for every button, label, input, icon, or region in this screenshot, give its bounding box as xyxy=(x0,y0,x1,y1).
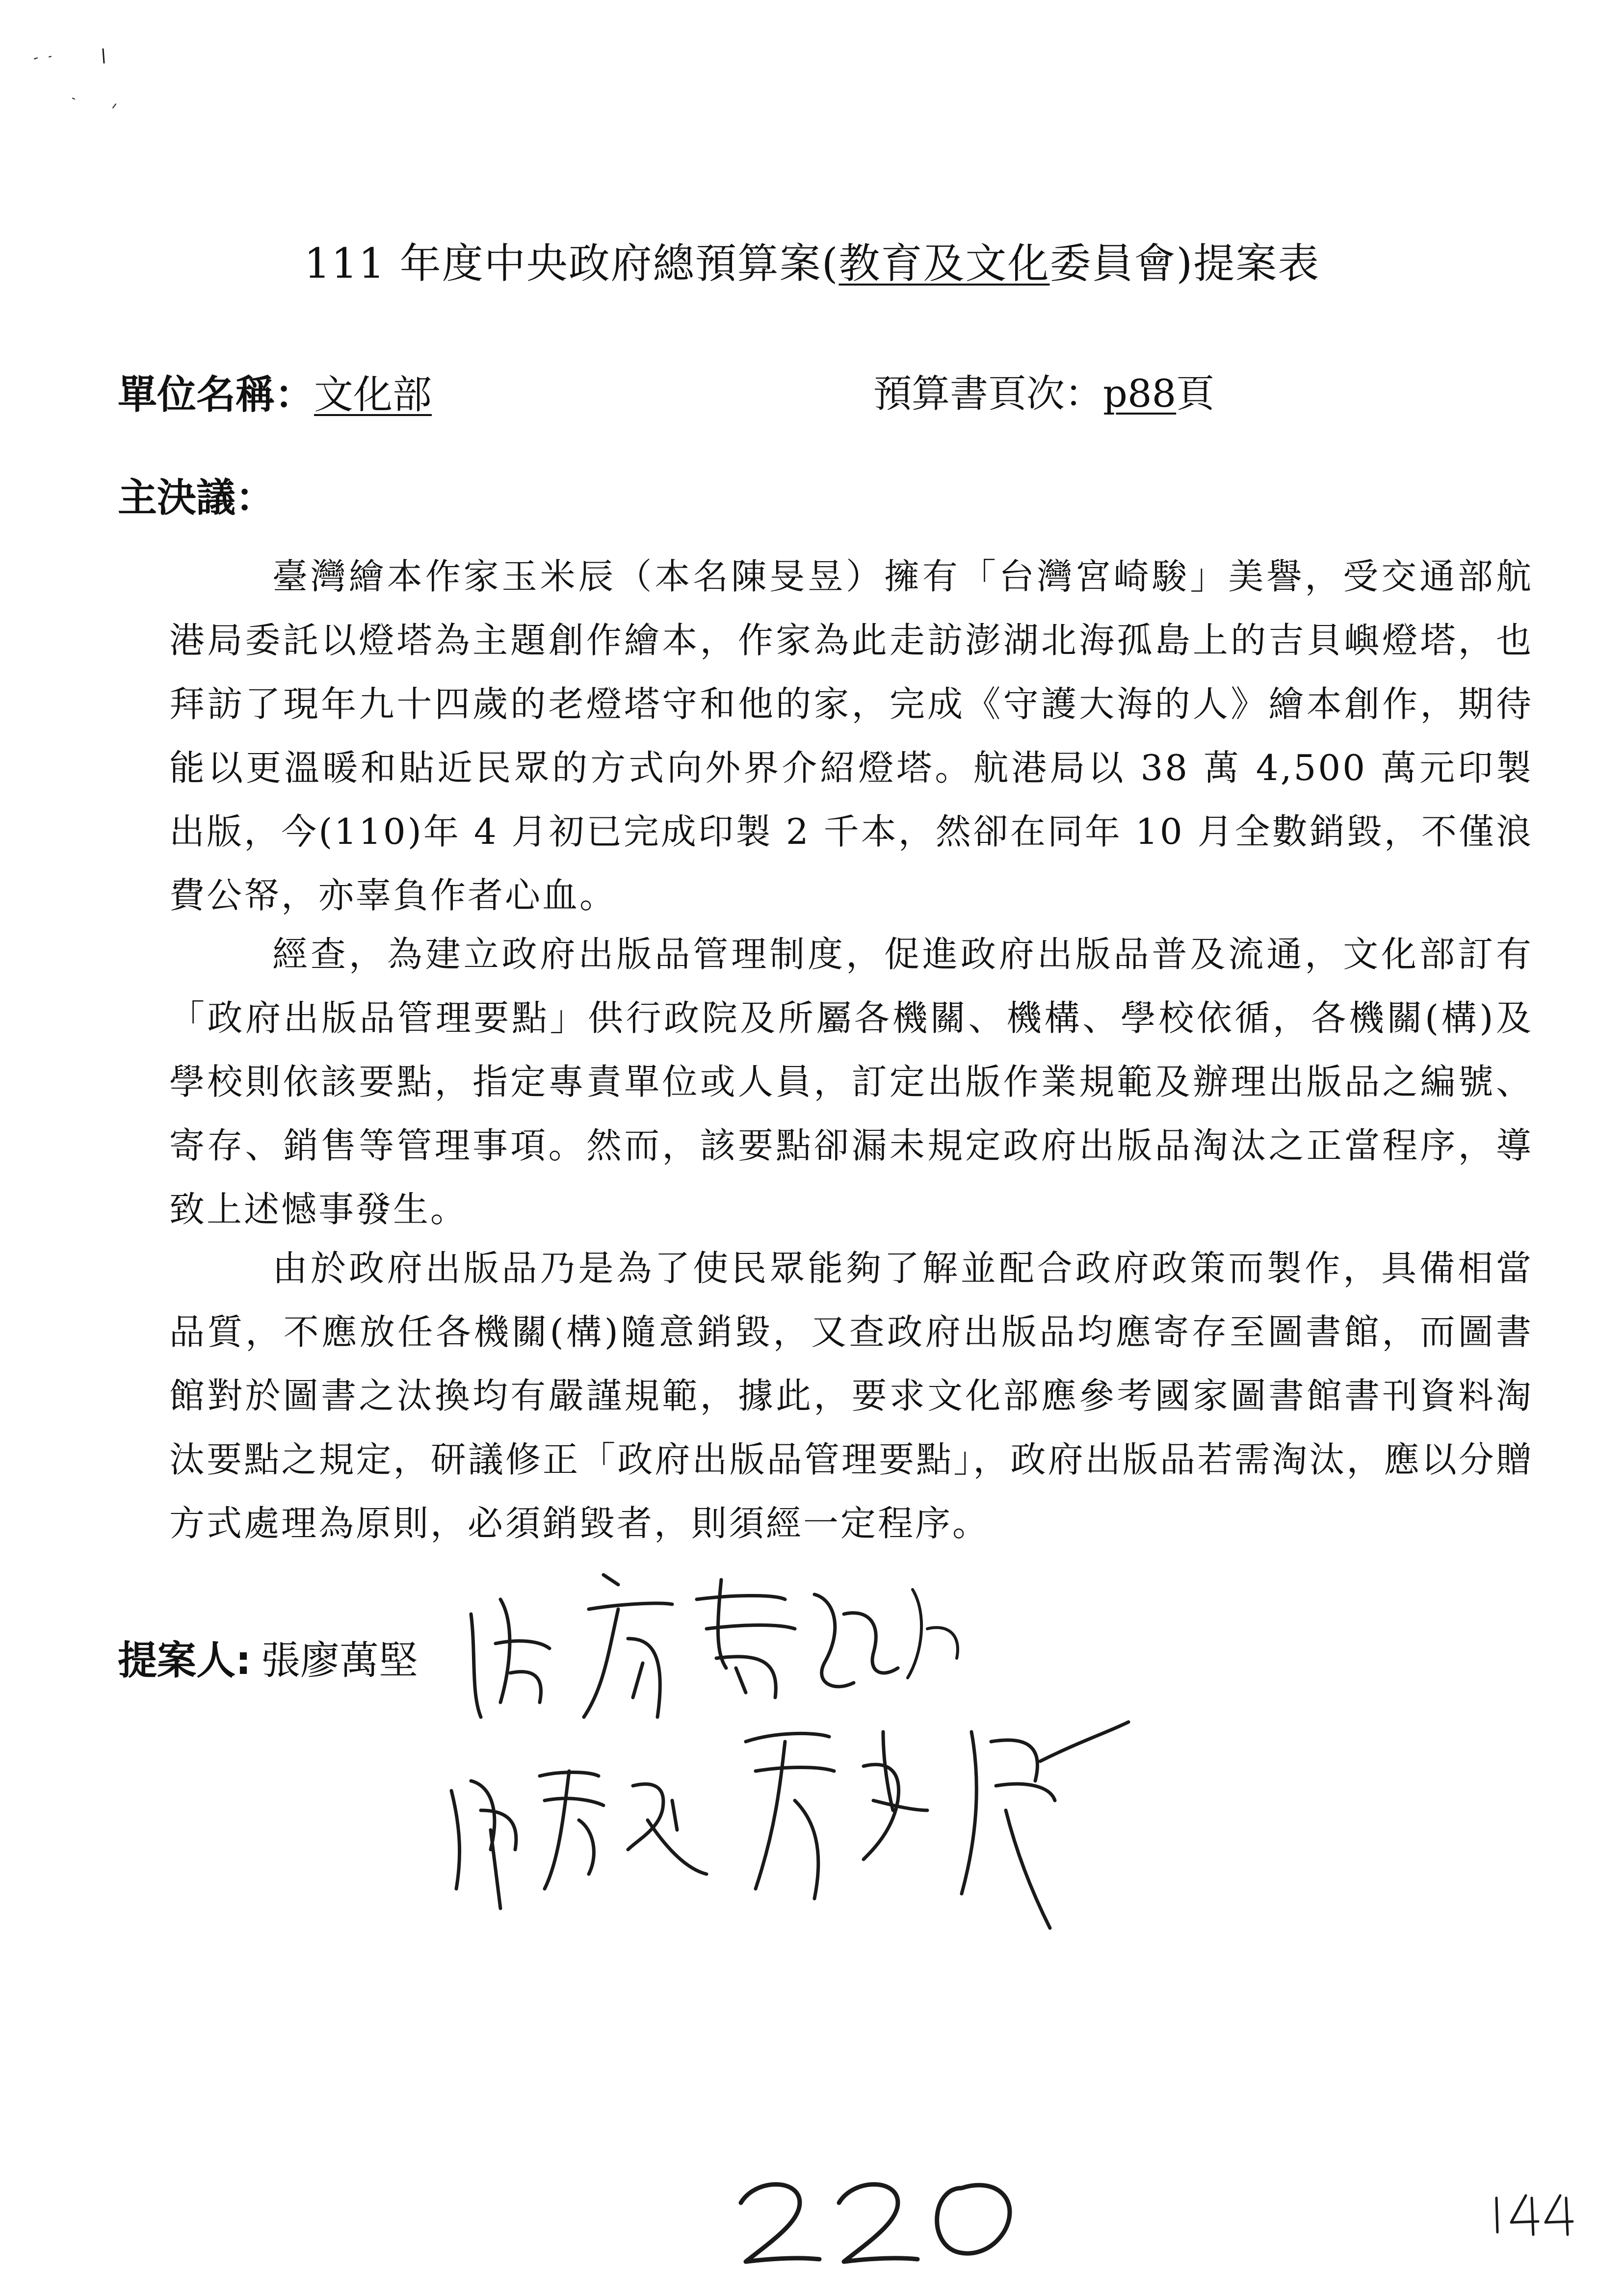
proposer-field xyxy=(118,1629,418,1685)
scan-speck-marks xyxy=(29,39,137,128)
document-title xyxy=(0,231,1624,290)
budget-page-value: p88 xyxy=(1103,372,1177,416)
proposer-label: 提案人: xyxy=(118,1638,251,1683)
resolution-paragraph-2: 經查，為建立政府出版品管理制度，促進政府出版品普及流通，文化部訂有「政府出版品管理要點」供行政院及所屬各機關、機構、學校依循，各機關(構)及學校則依該要點，指定專責單位或人員，訂定出版作業規範及辦理出版品之編號、寄存、銷售等管理事項。然而，該要點卻漏未規定政府出版品淘汰之正當程序，導致上述憾事發生。 xyxy=(169,934,1533,1230)
resolution-paragraph-1: 臺灣繪本作家玉米辰（本名陳旻昱）擁有「台灣宮崎駿」美譽，受交通部航港局委託以燈塔為主題創作繪本，作家為此走訪澎湖北海孤島上的吉貝嶼燈塔，也拜訪了現年九十四歲的老燈塔守和他的家，完成《守護大海的人》繪本創作，期待能以更溫暖和貼近民眾的方式向外界介紹燈塔。航港局以 38 萬 4,500 萬元印製出版，今(110)年 4 月初已完成印製 2 千本，然卻在同年 10 月全數銷毀，不僅浪費公帑，亦辜負作者心血。 xyxy=(169,556,1533,916)
margin-page-number xyxy=(1487,2183,1585,2242)
budget-page-unit: 頁 xyxy=(1176,372,1215,416)
title-committee-underlined: 教育及文化 xyxy=(838,239,1050,287)
unit-name-label: 單位名稱： xyxy=(118,372,314,417)
handwritten-page-stamp xyxy=(726,2168,1030,2276)
title-suffix: )提案表 xyxy=(1176,239,1320,287)
handwritten-signatures xyxy=(442,1555,1227,1957)
unit-name-field xyxy=(118,363,432,419)
resolution-paragraph-3: 由於政府出版品乃是為了使民眾能夠了解並配合政府政策而製作，具備相當品質，不應放任各機關(構)隨意銷毀，又查政府出版品均應寄存至圖書館，而圖書館對於圖書之汰換均有嚴謹規範，據此，要求文化部應參考國家圖書館書刊資料淘汰要點之規定，研議修正「政府出版品管理要點」，政府出版品若需淘汰，應以分贈方式處理為原則，必須銷毀者，則須經一定程序。 xyxy=(169,1248,1533,1544)
budget-page-label: 預算書頁次： xyxy=(873,372,1103,416)
budget-page-field xyxy=(873,363,1214,418)
unit-name-value: 文化部 xyxy=(314,372,432,417)
resolution-heading: 主決議： xyxy=(118,475,275,521)
title-committee-suffix: 委員會 xyxy=(1049,239,1177,287)
proposer-name: 張廖萬堅 xyxy=(261,1638,418,1683)
title-prefix: 111 年度中央政府總預算案( xyxy=(304,239,839,287)
